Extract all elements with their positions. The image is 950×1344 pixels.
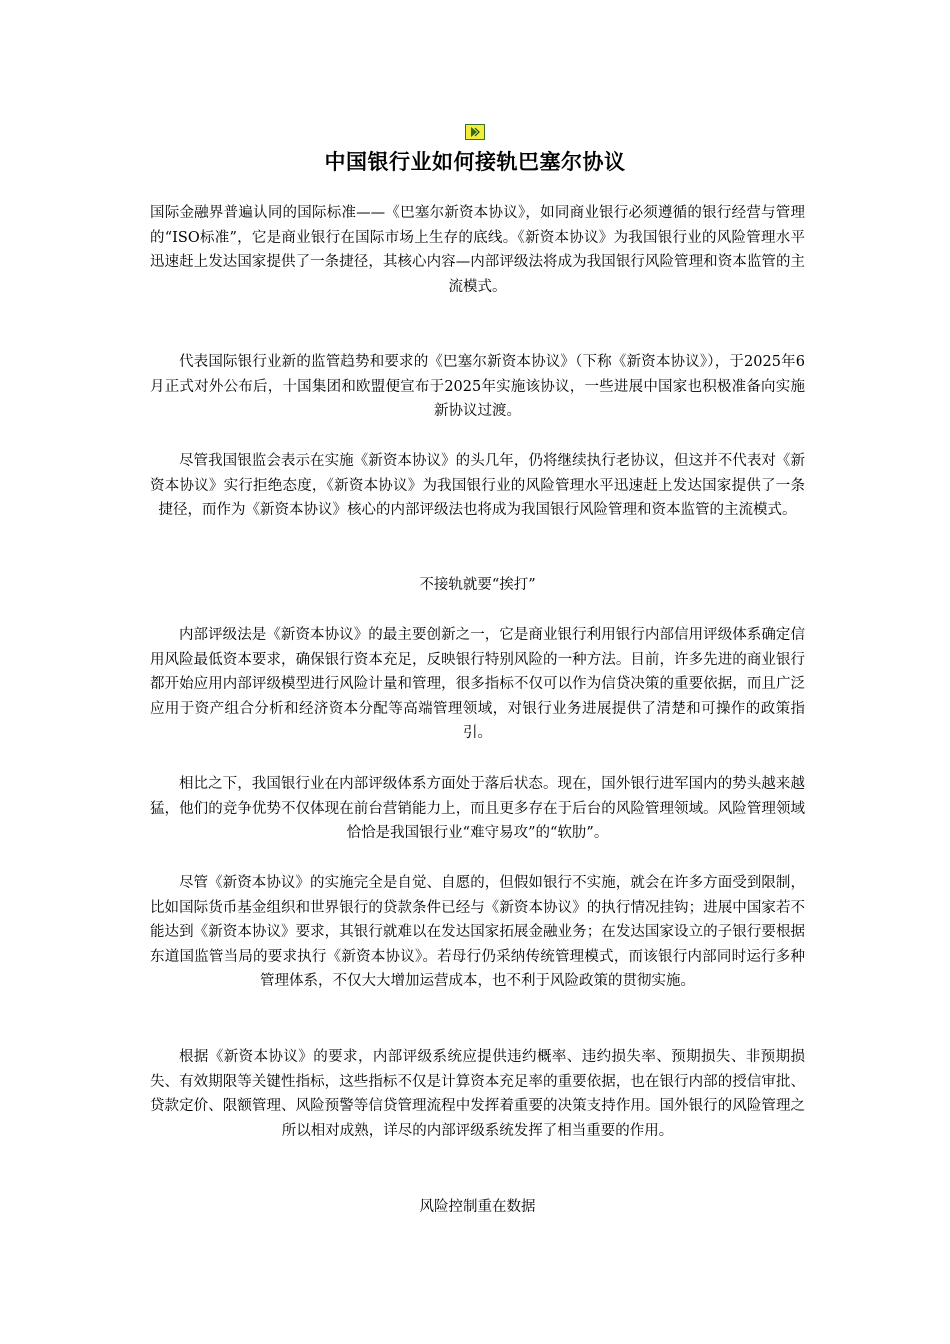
body-paragraph: 相比之下，我国银行业在内部评级体系方面处于落后状态。现在，国外银行进军国内的势头越来越猛，他们的竞争优势不仅体现在前台营销能力上，而且更多存在于后台的风险管理领域。风险管理领域恰恰是我国银行业“难守易攻”的“软肋”。 (150, 776, 805, 841)
body-paragraph: 根据《新资本协议》的要求，内部评级系统应提供违约概率、违约损失率、预期损失、非预期损失、有效期限等关键性指标，这些指标不仅是计算资本充足率的重要依据，也在银行内部的授信审批、贷款定价、限额管理、风险预警等信贷管理流程中发挥着重要的决策支持作用。国外银行的风险管理之所以相对成熟，详尽的内部评级系统发挥了相当重要的作用。 (150, 1049, 805, 1139)
body-paragraph: 尽管《新资本协议》的实施完全是自觉、自愿的，但假如银行不实施，就会在许多方面受到限制，比如国际货币基金组织和世界银行的贷款条件已经与《新资本协议》的执行情况挂钩；进展中国家若不能达到《新资本协议》要求，其银行就难以在发达国家拓展金融业务；在发达国家设立的子银行要根据东道国监管当局的要求执行《新资本协议》。若母行仍采纳传统管理模式，而该银行内部同时运行多种管理体系，不仅大大增加运营成本，也不利于风险政策的贯彻实施。 (150, 875, 805, 989)
book-icon (465, 124, 485, 140)
abstract-paragraph: 国际金融界普遍认同的国际标准——《巴塞尔新资本协议》，如同商业银行必须遵循的银行经营与管理的“ISO标准”，它是商业银行在国际市场上生存的底线。《新资本协议》为我国银行业的风险管理水平迅速赶上发达国家提供了一条捷径，其核心内容—内部评级法将成为我国银行风险管理和资本监管的主流模式。 (150, 205, 805, 295)
section-heading: 不接轨就要“挨打” (419, 577, 536, 593)
body-paragraph: 代表国际银行业新的监管趋势和要求的《巴塞尔新资本协议》（下称《新资本协议》），于2025年6月正式对外公布后，十国集团和欧盟便宣布于2025年实施该协议，一些进展中国家也积极准备向实施新协议过渡。 (150, 354, 805, 419)
document-title: 中国银行业如何接轨巴塞尔协议 (324, 149, 626, 174)
body-paragraph: 内部评级法是《新资本协议》的最主要创新之一，它是商业银行利用银行内部信用评级体系确定信用风险最低资本要求，确保银行资本充足，反映银行特别风险的一种方法。目前，许多先进的商业银行都开始应用内部评级模型进行风险计量和管理，很多指标不仅可以作为信贷决策的重要依据，而且广泛应用于资产组合分析和经济资本分配等高端管理领域，对银行业务进展提供了清楚和可操作的政策指引。 (150, 627, 805, 741)
body-paragraph: 尽管我国银监会表示在实施《新资本协议》的头几年，仍将继续执行老协议，但这并不代表对《新资本协议》实行拒绝态度，《新资本协议》为我国银行业的风险管理水平迅速赶上发达国家提供了一条捷径，而作为《新资本协议》核心的内部评级法也将成为我国银行风险管理和资本监管的主流模式。 (150, 453, 805, 518)
section-heading: 风险控制重在数据 (419, 1199, 536, 1215)
